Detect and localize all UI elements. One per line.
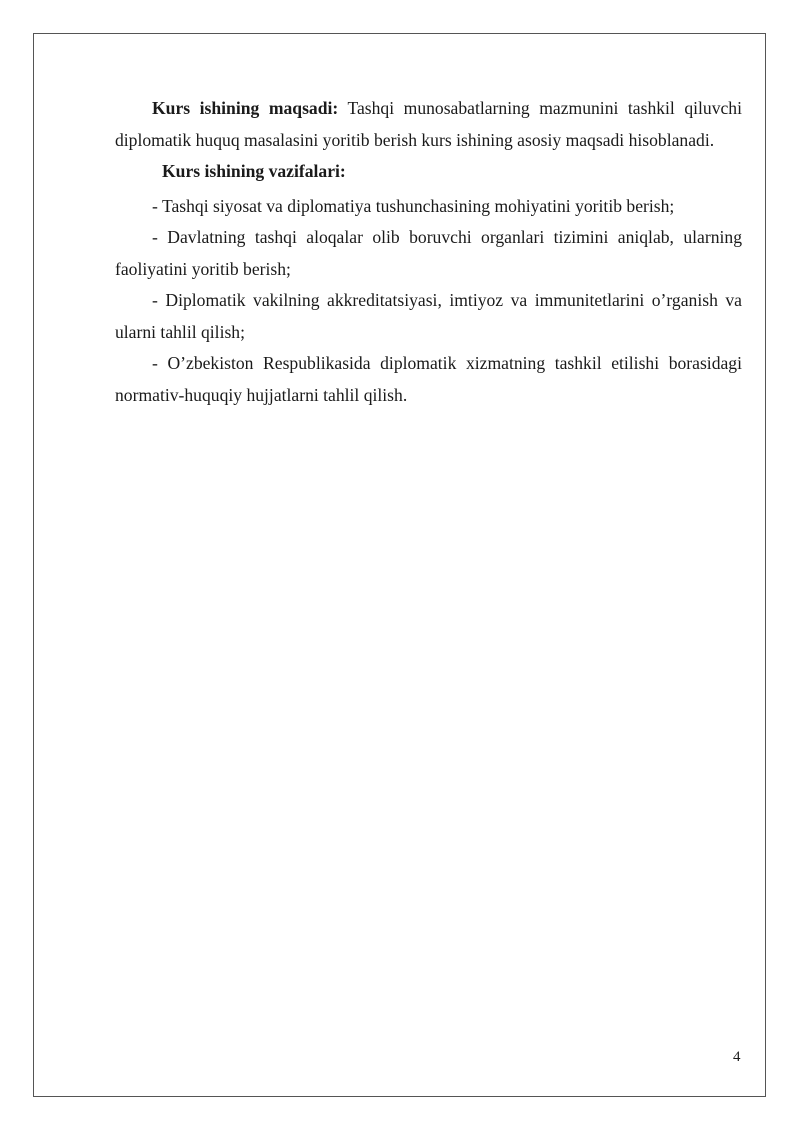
page-number: 4: [733, 1049, 741, 1065]
task-item-2: - Davlatning tashqi aloqalar olib boruvchi organlari tizimini aniqlab, ularning faoliyatini yoritib berish;: [115, 227, 742, 279]
goal-label: Kurs ishining maqsadi:: [152, 98, 339, 118]
page-content: [115, 93, 742, 411]
task-item-3: - Diplomatik vakilning akkreditatsiyasi, imtiyoz va immunitetlarini o’rganish va ularni tahlil qilish;: [115, 290, 742, 342]
tasks-heading: Kurs ishining vazifalari:: [162, 161, 346, 181]
goal-text: Tashqi munosabatlarning mazmunini tashkil qiluvchi diplomatik huquq masalasini yoritib berish kurs ishining asosiy maqsadi hisoblanadi.: [115, 98, 742, 150]
task-item-1: - Tashqi siyosat va diplomatiya tushunchasining mohiyatini yoritib berish;: [152, 195, 675, 216]
goal-paragraph: [115, 93, 742, 156]
task-item-4: - O’zbekiston Respublikasida diplomatik xizmatning tashkil etilishi borasidagi normativ-huquqiy hujjatlarni tahlil qilish.: [115, 353, 742, 405]
